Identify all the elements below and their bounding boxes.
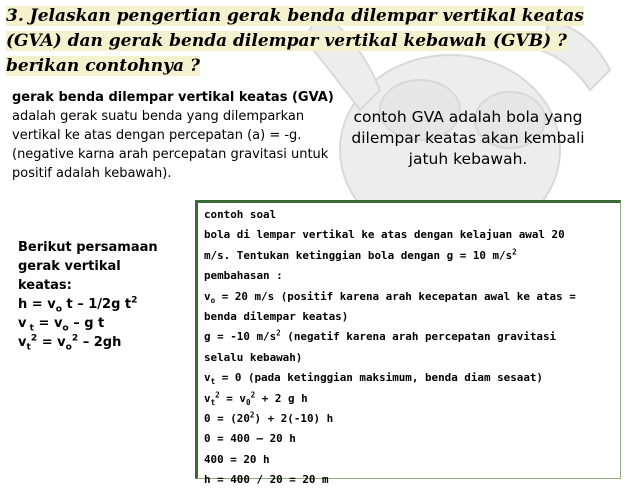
solution-heading: pembahasan : (204, 269, 283, 283)
gva-definition-body: adalah gerak suatu benda yang dilemparkan vertikal ke atas dengan percepatan (a) = -g. (negative karna arah percepatan gravitasi untuk positif adalah kebawah). (12, 109, 329, 181)
slide-title (6, 4, 632, 79)
formula-intro-line: keatas: (18, 278, 72, 293)
title-text: 3. Jelaskan pengertian gerak benda dilempar vertikal keatas (GVA) dan gerak benda dilempar vertikal kebawah (GVB) ? berikan contohnya ? (6, 6, 584, 76)
solution-line: $v_t^2 = v_0^2 + 2$ g h (204, 390, 308, 407)
solution-line: $v_o = 20$ m/s (positif karena arah kecepatan awal ke atas = (204, 289, 576, 305)
formula-velocity: v $_t = v_o - g$ t (18, 316, 105, 334)
solution-line: g = -10 $m/s^2$ (negatif karena arah percepatan gravitasi (204, 328, 557, 344)
solution-line: selalu kebawah) (204, 350, 303, 364)
formula-velocity-squared: $v_t^2 = v_o^2 - 2gh$ (18, 333, 122, 353)
solution-line: h = 400 / 20 = 20 m (204, 473, 329, 487)
formula-intro-line: Berikut persamaan (18, 240, 158, 255)
formula-intro-line: gerak vertikal (18, 259, 121, 274)
gva-definition (12, 88, 334, 183)
formula-height: $h = v_o$ t – 1/2g $t^2$ (18, 295, 138, 315)
formula-list (18, 238, 190, 352)
gva-example-text: contoh GVA adalah bola yang dilempar keatas akan kembali jatuh kebawah. (351, 108, 585, 168)
problem-question-line: m/s. Tentukan ketinggian bola dengan g = 10 $m/s^2$ (204, 247, 517, 262)
solution-line: 400 = 20 h (204, 452, 270, 466)
gva-term: gerak benda dilempar vertikal keatas (GVA) (12, 90, 334, 105)
solution-line: $v_t = 0$ (pada ketinggian maksimum, benda diam sesaat) (204, 371, 543, 387)
solution-line: $0 = (20^2) + 2(-10)$ h (204, 410, 334, 426)
example-problem-box (195, 200, 621, 487)
solution-line: benda dilempar keatas) (204, 310, 349, 324)
problem-heading: contoh soal (204, 208, 277, 221)
solution-line: 0 = 400 – 20 h (204, 432, 296, 446)
problem-question-line: bola di lempar vertikal ke atas dengan kelajuan awal 20 (204, 228, 565, 242)
